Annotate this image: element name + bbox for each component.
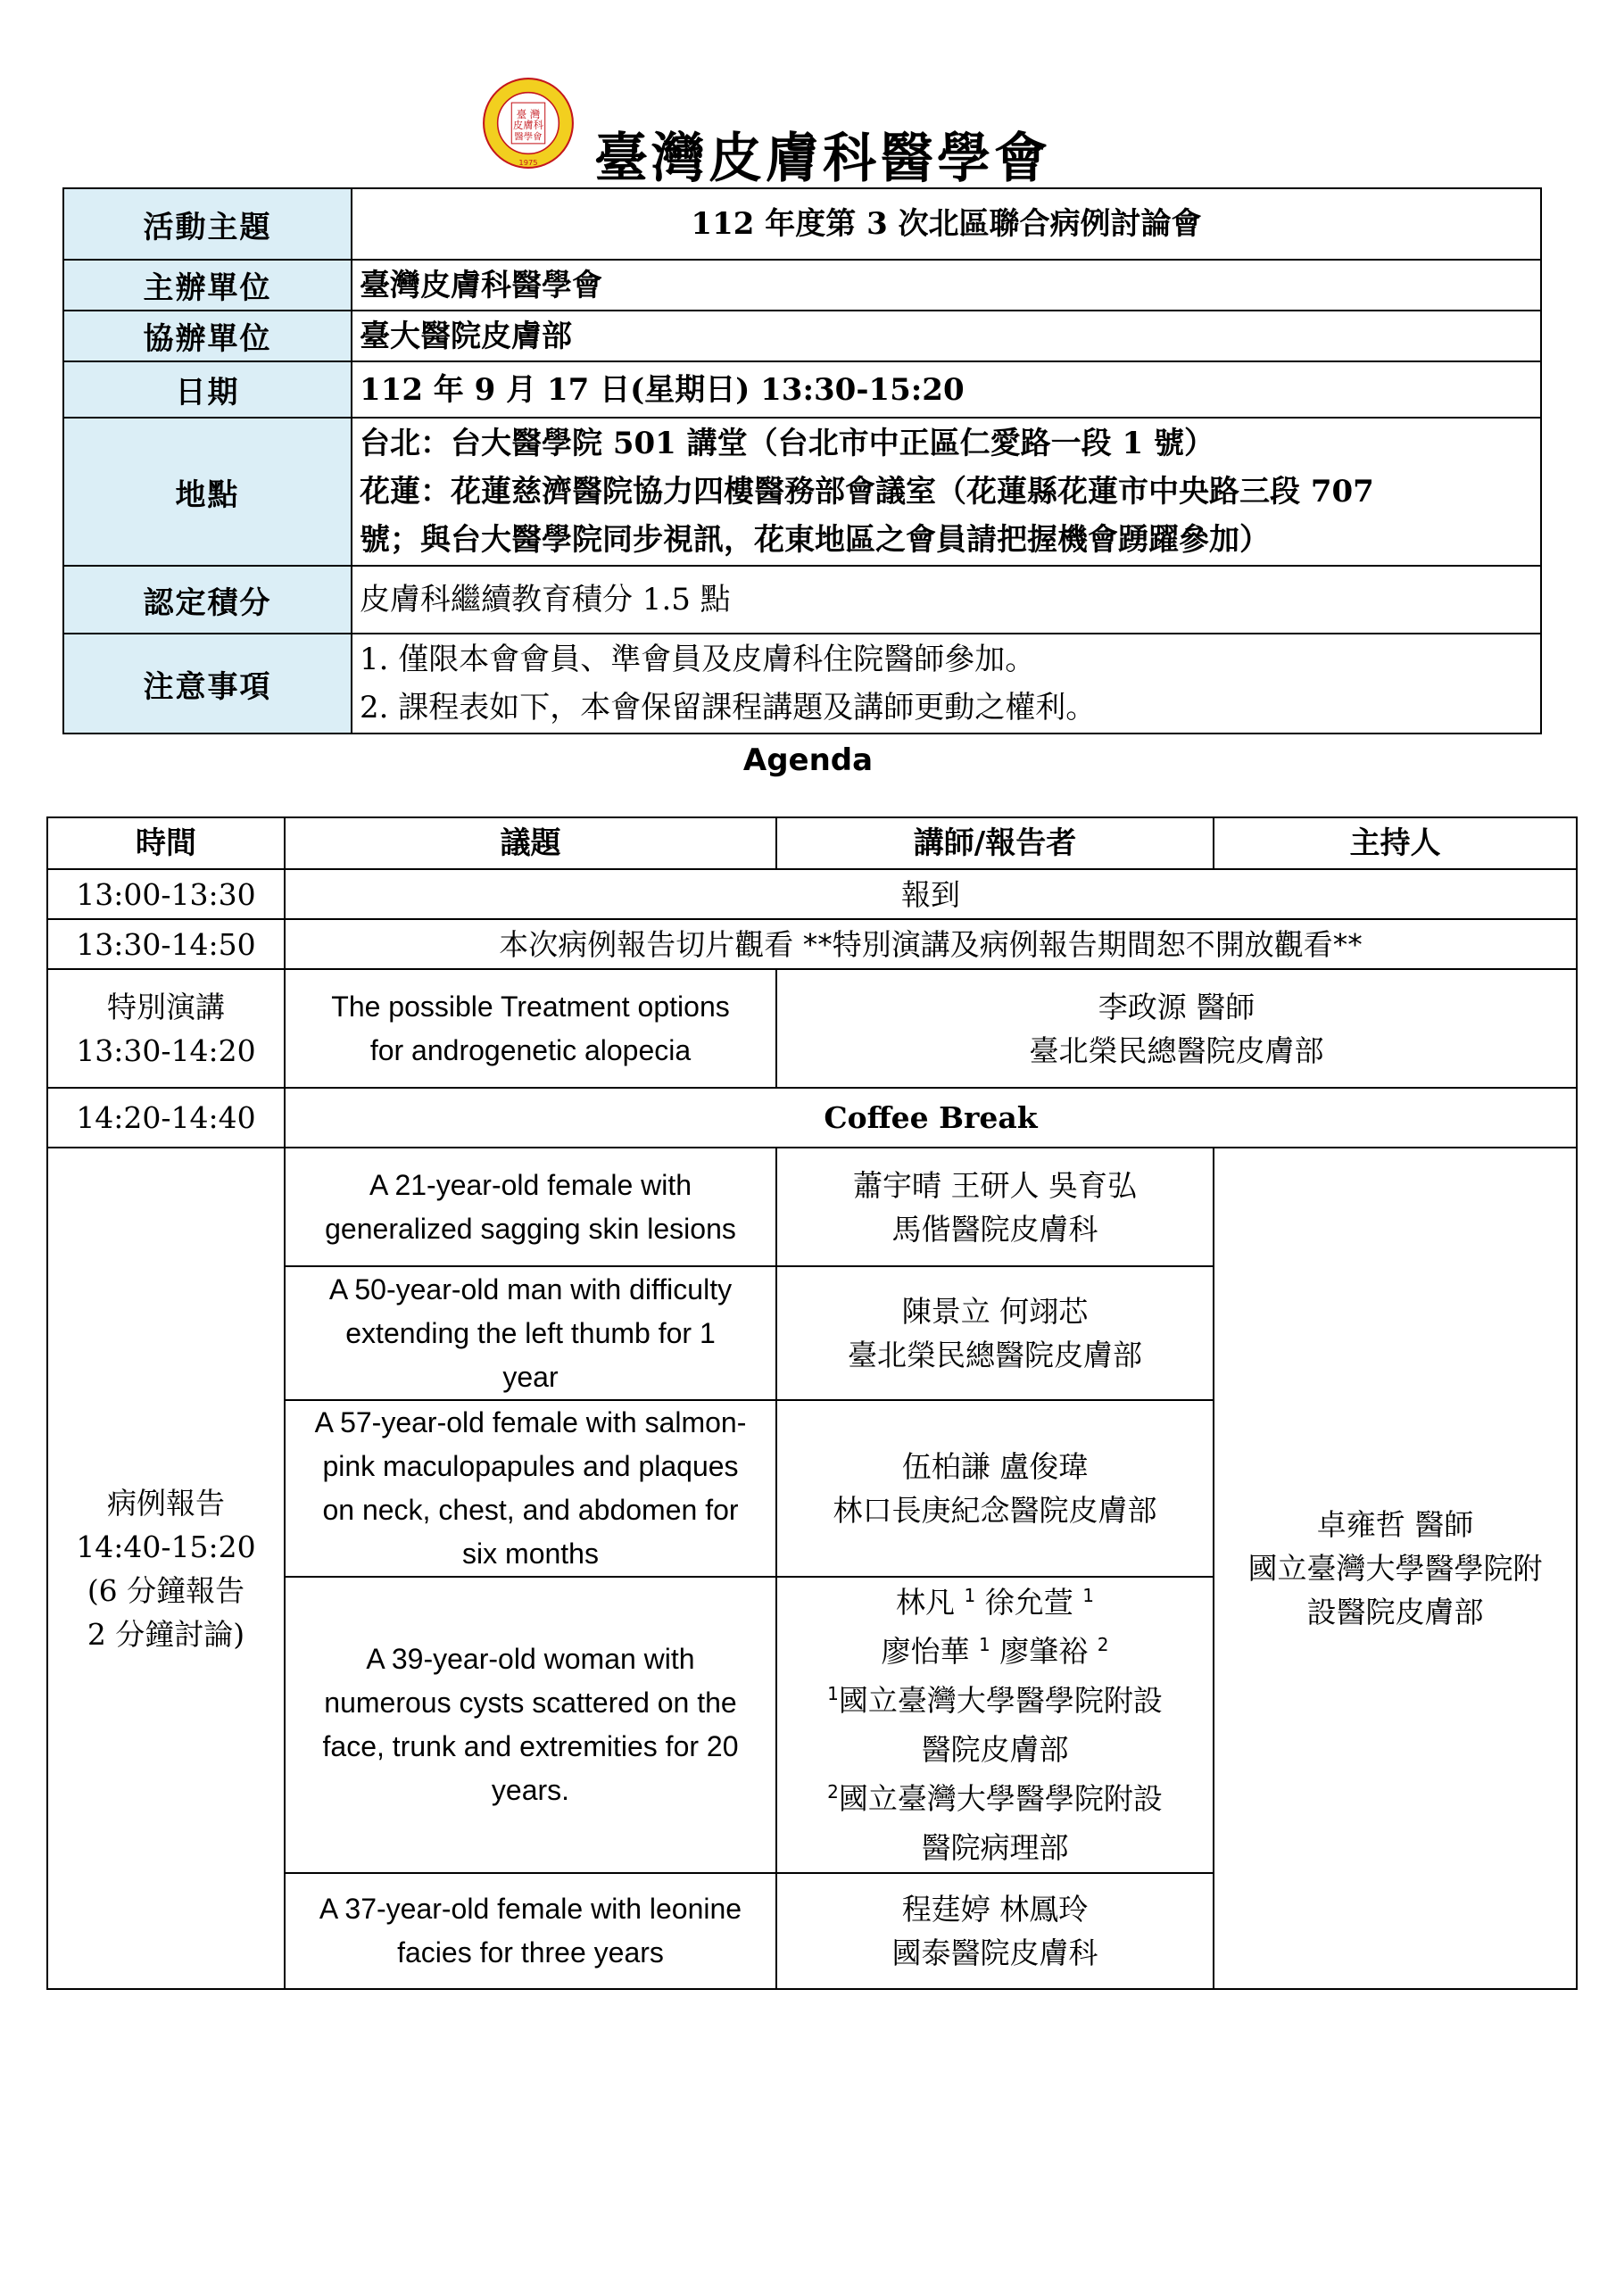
topic-line: face, trunk and extremities for 20: [322, 1730, 739, 1762]
note-line: 2. 課程表如下，本會保留課程講題及講師更動之權利。: [360, 690, 1097, 725]
event-info-table: [62, 187, 1542, 734]
topic-line: A 21-year-old female with: [369, 1168, 692, 1201]
event-topic: 112 年度第 3 次北區聯合病例討論會: [352, 188, 1541, 260]
topic-line: facies for three years: [397, 1936, 664, 1969]
agenda-row-registration: [47, 869, 1577, 919]
agenda-title: Agenda: [742, 742, 874, 778]
topic-cell: [285, 969, 776, 1088]
topic-cell: [285, 1400, 776, 1577]
speaker-cell: [776, 969, 1577, 1088]
topic-line: pink maculopapules and plaques: [322, 1450, 739, 1482]
info-row-organizer: [63, 260, 1541, 311]
topic-cell: [285, 1577, 776, 1873]
moderator-line: 國立臺灣大學醫學院附: [1247, 1551, 1543, 1586]
speaker-cell: [776, 1148, 1214, 1266]
affiliation-mark: 2: [827, 1781, 839, 1803]
speaker-line: 李政源 醫師: [1098, 989, 1256, 1024]
info-label: 主辦單位: [63, 260, 352, 311]
info-label: 認定積分: [63, 566, 352, 634]
logo-year: 1975: [518, 157, 538, 167]
affiliation-line: 醫院皮膚部: [921, 1732, 1069, 1767]
location-line: 台北：台大醫學院 501 講堂（台北市中正區仁愛路一段 1 號）: [360, 426, 1214, 461]
info-label: 日期: [63, 361, 352, 418]
case-session-time-cell: [47, 1148, 285, 1989]
time-cell: 14:20-14:40: [47, 1088, 285, 1148]
time-cell: [47, 969, 285, 1088]
header: [482, 73, 1124, 190]
topic-line: generalized sagging skin lesions: [325, 1212, 736, 1245]
agenda-table: [46, 816, 1578, 1990]
speaker-line: 國泰醫院皮膚科: [891, 1935, 1098, 1970]
location-line: 號；與台大醫學院同步視訊，花東地區之會員請把握機會踴躍參加）: [360, 522, 1270, 558]
event-location: [352, 418, 1541, 566]
speaker-line: 臺北榮民總醫院皮膚部: [1029, 1032, 1324, 1068]
topic-line: on neck, chest, and abdomen for: [322, 1494, 739, 1526]
speaker-name: 林凡: [896, 1585, 956, 1620]
topic-line: extending the left thumb for 1: [345, 1316, 716, 1349]
topic-line: numerous cysts scattered on the: [324, 1687, 737, 1719]
logo-center-text: 臺 灣: [516, 107, 541, 120]
session-note: (6 分鐘報告: [87, 1572, 245, 1608]
speaker-line: 臺北榮民總醫院皮膚部: [848, 1338, 1142, 1372]
info-row-topic: [63, 188, 1541, 260]
speaker-line: 程莛婷 林鳳玲: [901, 1892, 1089, 1927]
notes: [352, 634, 1541, 734]
time-cell: 13:00-13:30: [47, 869, 285, 919]
speaker-line: 陳景立 何翊芯: [901, 1294, 1089, 1329]
session-time: 13:30-14:20: [76, 1032, 256, 1068]
slide-viewing-text: 本次病例報告切片觀看 **特別演講及病例報告期間恕不開放觀看**: [285, 919, 1577, 969]
col-header-time: 時間: [47, 817, 285, 869]
speaker-line: [783, 1578, 1207, 1627]
affiliation-mark: 1: [979, 1634, 990, 1655]
speaker-name: 廖肇裕: [999, 1634, 1089, 1669]
info-row-credits: [63, 566, 1541, 634]
moderator-line: 設醫院皮膚部: [1306, 1595, 1484, 1629]
affiliation-line: [783, 1774, 1207, 1823]
organizer: 臺灣皮膚科醫學會: [352, 260, 1541, 311]
speaker-line: 伍柏謙 盧俊瑋: [901, 1449, 1089, 1484]
speaker-line: 馬偕醫院皮膚科: [891, 1211, 1098, 1247]
moderator-line: 卓雍哲 醫師: [1316, 1507, 1474, 1542]
session-label: 病例報告: [107, 1485, 225, 1521]
topic-line: years.: [491, 1774, 570, 1806]
col-header-moderator: 主持人: [1214, 817, 1577, 869]
affiliation-text: 國立臺灣大學醫學院附設: [838, 1781, 1163, 1816]
case-row: [47, 1148, 1577, 1266]
topic-cell: [285, 1873, 776, 1989]
agenda-row-special-lecture: [47, 969, 1577, 1088]
moderator-cell: [1214, 1148, 1577, 1989]
col-header-topic: 議題: [285, 817, 776, 869]
association-logo: [482, 77, 575, 170]
topic-line: The possible Treatment options: [331, 990, 730, 1023]
session-label: 特別演講: [107, 989, 225, 1024]
topic-line: A 50-year-old man with difficulty: [328, 1272, 733, 1305]
logo-center-text-3: 醫學會: [514, 131, 543, 143]
speaker-cell: [776, 1577, 1214, 1873]
topic-line: A 39-year-old woman with: [366, 1643, 695, 1675]
affiliation-line: 醫院病理部: [921, 1830, 1069, 1865]
speaker-line: 蕭宇晴 王研人 吳育弘: [853, 1167, 1137, 1203]
info-label: 地點: [63, 418, 352, 566]
topic-line: six months: [462, 1538, 599, 1570]
topic-line: A 57-year-old female with salmon-: [314, 1406, 747, 1438]
info-label: 協辦單位: [63, 311, 352, 361]
affiliation-mark: 2: [1097, 1634, 1109, 1655]
topic-cell: [285, 1148, 776, 1266]
agenda-row-coffee: [47, 1088, 1577, 1148]
time-cell: 13:30-14:50: [47, 919, 285, 969]
affiliation-mark: 1: [827, 1683, 839, 1704]
speaker-line: 林口長庚紀念醫院皮膚部: [833, 1493, 1157, 1528]
topic-line: year: [502, 1360, 559, 1393]
affiliation-mark: 1: [1082, 1585, 1094, 1606]
registration-text: 報到: [285, 869, 1577, 919]
speaker-cell: [776, 1873, 1214, 1989]
affiliation-line: [783, 1676, 1207, 1725]
info-row-co-organizer: [63, 311, 1541, 361]
co-organizer: 臺大醫院皮膚部: [352, 311, 1541, 361]
credits: 皮膚科繼續教育積分 1.5 點: [352, 566, 1541, 634]
logo-center-text-2: 皮膚科: [512, 119, 544, 132]
topic-line: A 37-year-old female with leonine: [319, 1893, 742, 1925]
session-note: 2 分鐘討論): [87, 1616, 245, 1652]
speaker-line: [783, 1627, 1207, 1676]
topic-line: for androgenetic alopecia: [369, 1033, 692, 1066]
info-label: 注意事項: [63, 634, 352, 734]
agenda-header-row: [47, 817, 1577, 869]
affiliation-text: 國立臺灣大學醫學院附設: [838, 1683, 1163, 1718]
event-date: 112 年 9 月 17 日(星期日) 13:30-15:20: [352, 361, 1541, 418]
speaker-cell: [776, 1266, 1214, 1400]
info-row-location: [63, 418, 1541, 566]
topic-cell: [285, 1266, 776, 1400]
location-line: 花蓮：花蓮慈濟醫院協力四樓醫務部會議室（花蓮縣花蓮市中央路三段 707: [360, 474, 1374, 510]
coffee-break-text: Coffee Break: [285, 1088, 1577, 1148]
agenda-row-slide-viewing: [47, 919, 1577, 969]
info-row-notes: [63, 634, 1541, 734]
speaker-name: 廖怡華: [881, 1634, 970, 1669]
col-header-speaker: 講師/報告者: [776, 817, 1214, 869]
org-title: 臺灣皮膚科醫學會: [594, 128, 1051, 190]
info-row-date: [63, 361, 1541, 418]
affiliation-mark: 1: [964, 1585, 976, 1606]
info-label: 活動主題: [63, 188, 352, 260]
session-time: 14:40-15:20: [76, 1529, 256, 1564]
speaker-cell: [776, 1400, 1214, 1577]
note-line: 1. 僅限本會會員、準會員及皮膚科住院醫師參加。: [360, 642, 1036, 677]
speaker-name: 徐允萱: [984, 1585, 1073, 1620]
